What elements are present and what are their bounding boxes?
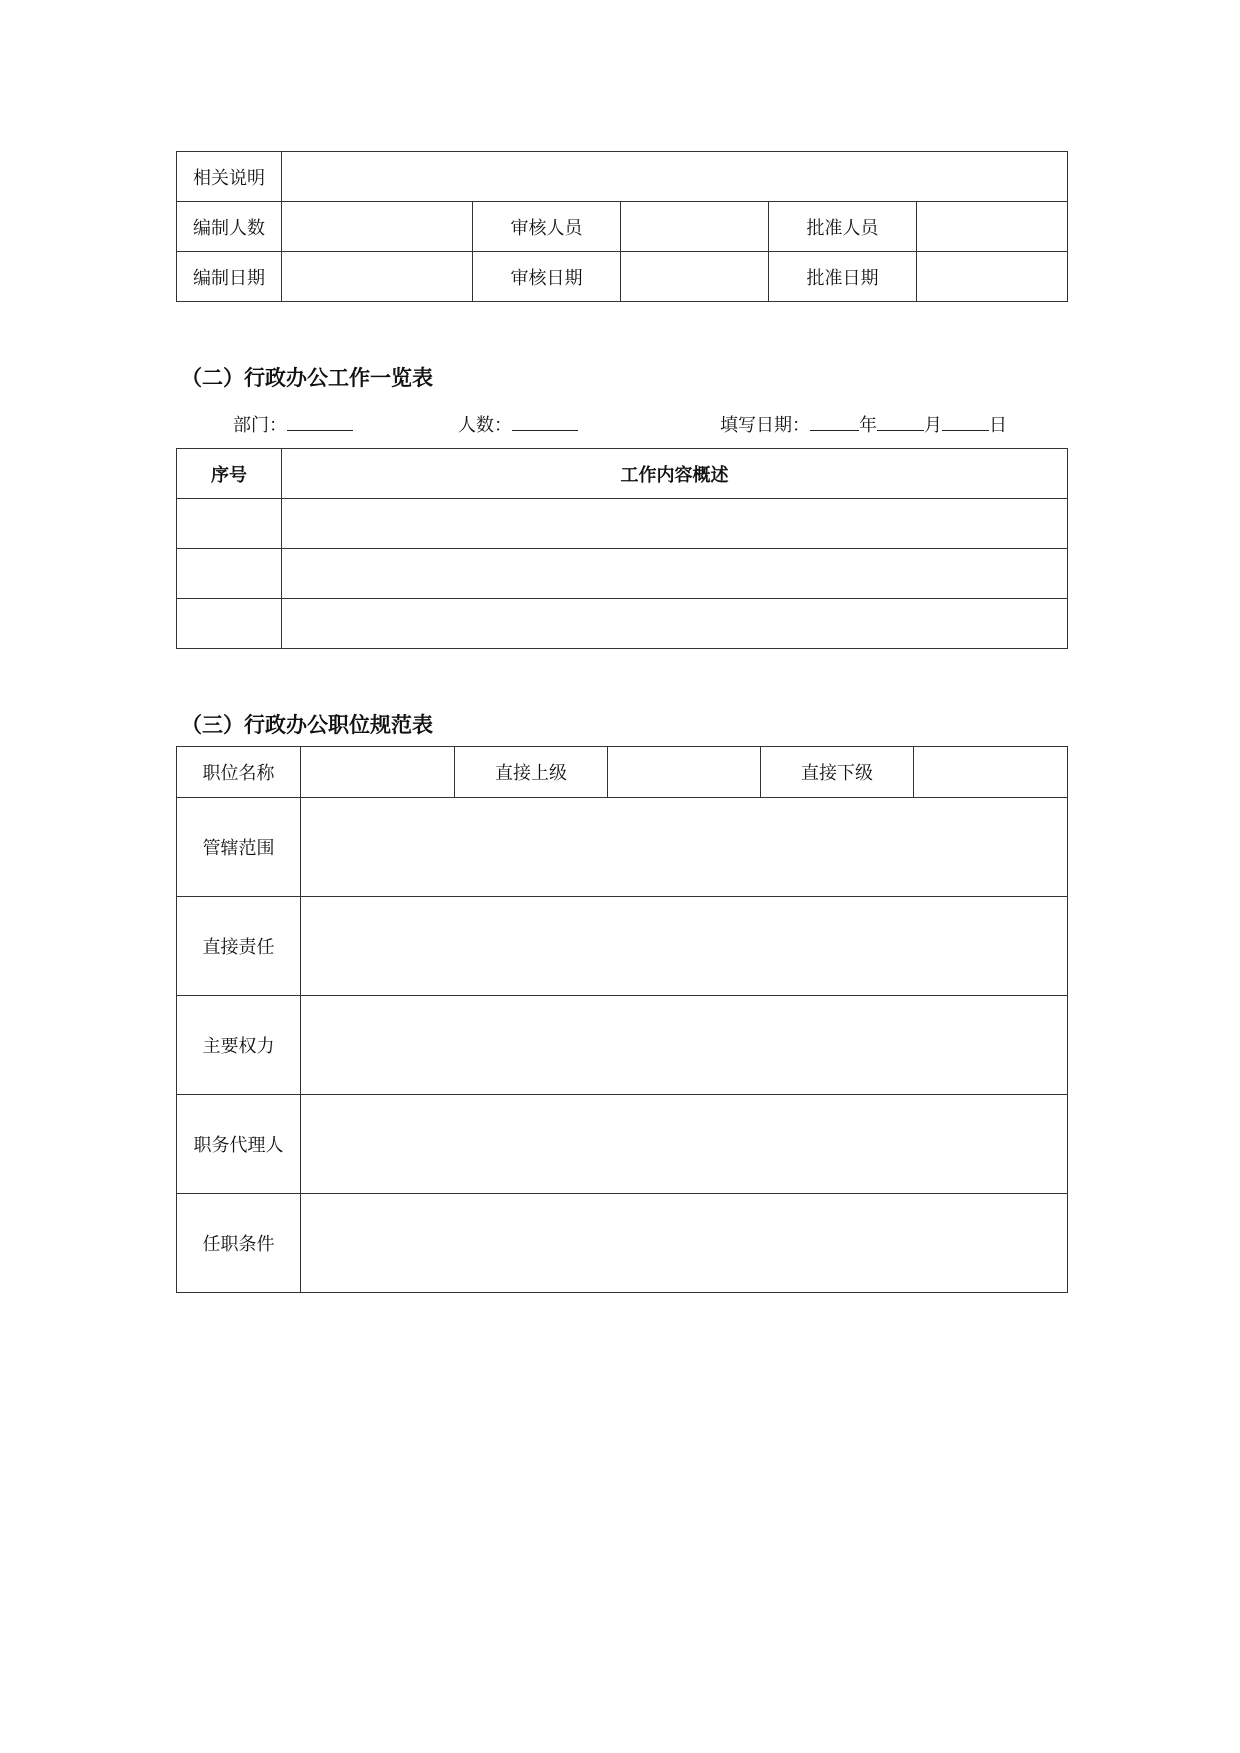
day-label: 日: [989, 415, 1007, 436]
date-meta: [720, 411, 1007, 437]
related-notes-field[interactable]: [282, 152, 1068, 202]
seq-cell[interactable]: [177, 499, 282, 549]
main-authority-field[interactable]: [301, 996, 1068, 1095]
qualifications-field[interactable]: [301, 1194, 1068, 1293]
prepared-date-field[interactable]: [282, 252, 473, 302]
review-date-label: 审核日期: [473, 252, 621, 302]
main-authority-label: 主要权力: [177, 996, 301, 1095]
approval-date-label: 批准日期: [769, 252, 917, 302]
table-row: [177, 599, 1068, 649]
reviewer-label: 审核人员: [473, 202, 621, 252]
approval-date-field[interactable]: [917, 252, 1068, 302]
direct-responsibility-field[interactable]: [301, 897, 1068, 996]
deputy-field[interactable]: [301, 1095, 1068, 1194]
day-blank[interactable]: [942, 412, 989, 431]
reviewer-field[interactable]: [621, 202, 769, 252]
direct-superior-label: 直接上级: [455, 747, 608, 798]
seq-cell[interactable]: [177, 599, 282, 649]
count-meta: [458, 411, 578, 437]
direct-responsibility-label: 直接责任: [177, 897, 301, 996]
count-label: 人数：: [458, 415, 512, 436]
month-blank[interactable]: [877, 412, 924, 431]
dept-meta: [233, 411, 353, 437]
position-name-field[interactable]: [301, 747, 455, 798]
position-name-label: 职位名称: [177, 747, 301, 798]
approver-label: 批准人员: [769, 202, 917, 252]
table-row: [177, 549, 1068, 599]
direct-subordinate-label: 直接下级: [761, 747, 914, 798]
seq-cell[interactable]: [177, 549, 282, 599]
year-blank[interactable]: [810, 412, 859, 431]
seq-header: 序号: [177, 449, 282, 499]
section3-title: （三）行政办公职位规范表: [181, 713, 433, 737]
approver-field[interactable]: [917, 202, 1068, 252]
staff-count-label: 编制人数: [177, 202, 282, 252]
qualifications-label: 任职条件: [177, 1194, 301, 1293]
content-header: 工作内容概述: [282, 449, 1068, 499]
year-label: 年: [859, 415, 877, 436]
dept-blank[interactable]: [287, 412, 353, 431]
deputy-label: 职务代理人: [177, 1095, 301, 1194]
jurisdiction-field[interactable]: [301, 798, 1068, 897]
work-overview-table: [176, 448, 1068, 649]
direct-superior-field[interactable]: [608, 747, 761, 798]
approval-table: [176, 151, 1068, 302]
related-notes-label: 相关说明: [177, 152, 282, 202]
dept-label: 部门：: [233, 415, 287, 436]
count-blank[interactable]: [512, 412, 578, 431]
prepared-date-label: 编制日期: [177, 252, 282, 302]
section2-title: （二）行政办公工作一览表: [181, 366, 433, 390]
content-cell[interactable]: [282, 549, 1068, 599]
jurisdiction-label: 管辖范围: [177, 798, 301, 897]
review-date-field[interactable]: [621, 252, 769, 302]
direct-subordinate-field[interactable]: [914, 747, 1068, 798]
table-row: [177, 499, 1068, 549]
month-label: 月: [924, 415, 942, 436]
staff-count-field[interactable]: [282, 202, 473, 252]
date-label: 填写日期：: [720, 415, 810, 436]
position-spec-table: [176, 746, 1068, 1293]
content-cell[interactable]: [282, 499, 1068, 549]
content-cell[interactable]: [282, 599, 1068, 649]
